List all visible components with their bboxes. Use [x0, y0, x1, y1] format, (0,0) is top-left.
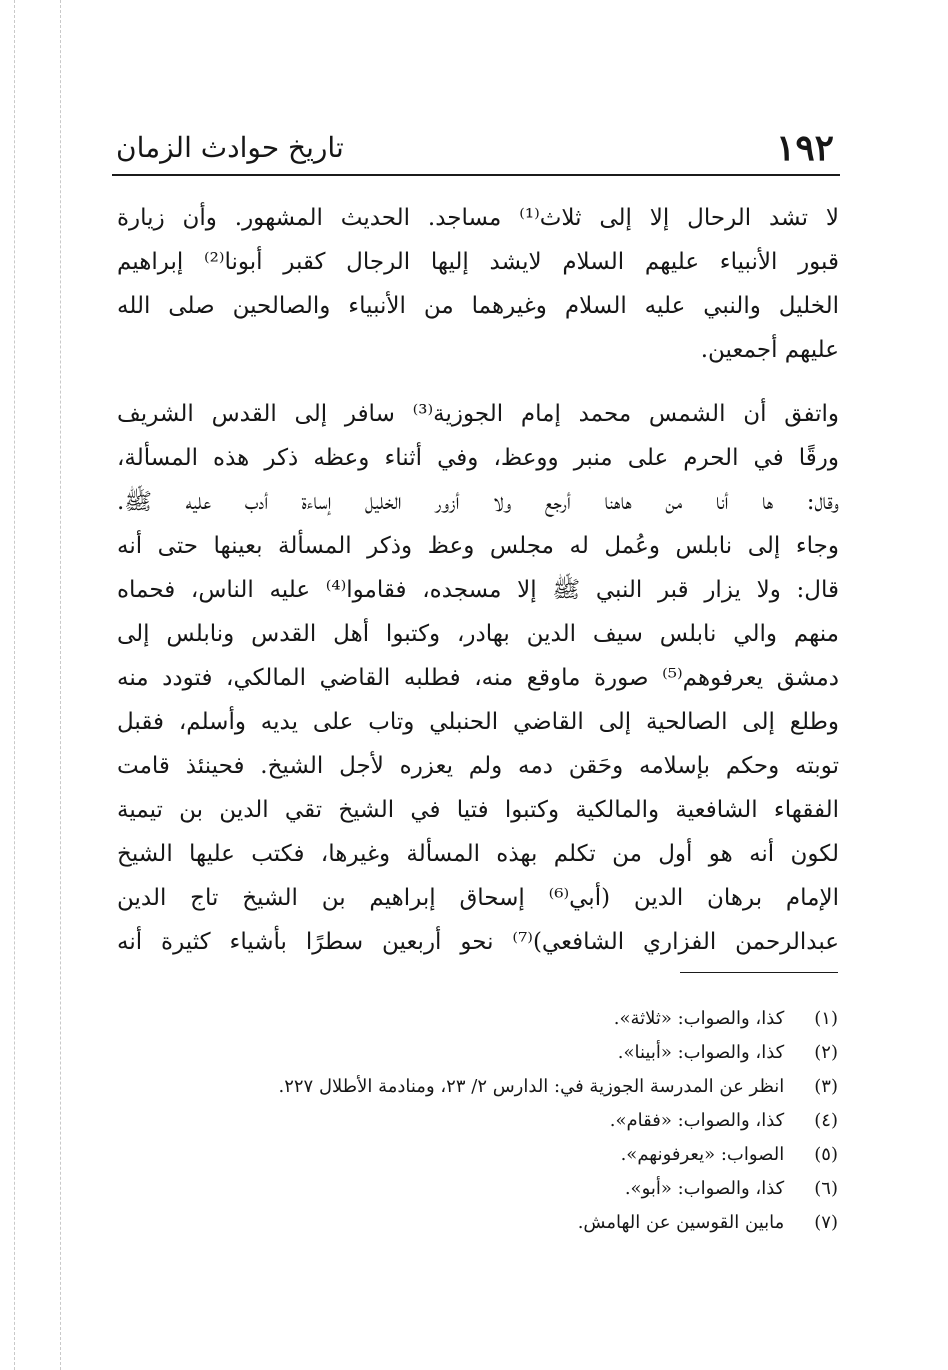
- paragraph-gap: [117, 372, 839, 392]
- footnote-number: (٦): [814, 1178, 838, 1199]
- text-line: الفقهاء الشافعية والمالكية وكتبوا فتيا في الشيخ تقي الدين بن تيمية: [117, 797, 839, 823]
- footnote: [120, 1206, 838, 1240]
- footnote-text: كذا، والصواب: «أبينا».: [617, 1042, 785, 1063]
- text-line: لكون أنه هو أول من تكلم بهذه المسألة وغيرها، فكتب عليها الشيخ: [117, 841, 839, 867]
- page-header: [112, 124, 840, 174]
- footnote-number: (٤): [814, 1110, 838, 1131]
- text-line: الخليل والنبي عليه السلام وغيرهما من الأنبياء والصالحين صلى الله: [117, 293, 839, 319]
- footnotes: [120, 1002, 838, 1240]
- scan-margin-line: [60, 0, 61, 1370]
- text-line: ورقًا في الحرم على منبر ووعظ، وفي أثناء وعظه ذكر هذه المسألة،: [117, 445, 839, 471]
- footnote-separator: [680, 972, 838, 973]
- running-title: تاريخ حوادث الزمان: [116, 131, 344, 164]
- footnote-text: كذا، والصواب: «أبو».: [624, 1178, 785, 1199]
- text-line: وجاء إلى نابلس وعُمل له مجلس وعظ وذكر المسألة بعينها حتى أنه: [117, 533, 839, 559]
- scan-margin-line: [14, 0, 15, 1370]
- footnote: [120, 1070, 838, 1104]
- header-rule: [112, 174, 840, 176]
- text-line: قبور الأنبياء عليهم السلام لايشد إليها الرجال كقبر أبونا⁽²⁾ إبراهيم: [117, 249, 839, 275]
- text-line: وطلع إلى الصالحية إلى القاضي الحنبلي وتاب على يديه وأسلم، فقبل: [117, 709, 839, 735]
- footnote-text: كذا، والصواب: «ثلاثة».: [613, 1008, 785, 1029]
- footnote-number: (٣): [814, 1076, 838, 1097]
- footnote-number: (٧): [814, 1212, 838, 1233]
- text-line: واتفق أن الشمس محمد إمام الجوزية⁽³⁾ سافر إلى القدس الشريف: [117, 401, 839, 427]
- footnote-text: كذا، والصواب: «فقام».: [609, 1110, 785, 1131]
- footnote-text: انظر عن المدرسة الجوزية في: الدارس ٢/ ٢٣، ومنادمة الأطلال ٢٢٧.: [278, 1076, 785, 1097]
- text-line: قال: ولا يزار قبر النبي ﷺ إلا مسجده، فقاموا⁽⁴⁾ عليه الناس، فحماه: [117, 577, 839, 603]
- text-line: عبدالرحمن الفزاري الشافعي)⁽⁷⁾ نحو أربعين سطرًا بأشياء كثيرة أنه: [117, 929, 839, 955]
- text-line: دمشق يعرفوهم⁽⁵⁾ صورة ماوقع منه، فطلبه القاضي المالكي، فتودد منه: [117, 665, 839, 691]
- page-number: ١٩٢: [775, 127, 834, 169]
- footnote: [120, 1104, 838, 1138]
- text-line: عليهم أجمعين.: [700, 337, 839, 363]
- footnote-text: مابين القوسين عن الهامش.: [577, 1212, 785, 1233]
- footnote: [120, 1172, 838, 1206]
- text-line: منهم والي نابلس سيف الدين بهادر، وكتبوا أهل القدس ونابلس إلى: [117, 621, 839, 647]
- footnote-number: (١): [814, 1008, 838, 1029]
- footnote: [120, 1138, 838, 1172]
- text-line: وقال: ها أنا من هاهنا أرجع ولا أزور الخليل إساءة أدب عليه ﷺ.: [117, 489, 839, 515]
- text-line: الإمام برهان الدين (أبي⁽⁶⁾ إسحاق إبراهيم بن الشيخ تاج الدين: [117, 885, 839, 911]
- footnote-number: (٢): [814, 1042, 838, 1063]
- text-line: لا تشد الرحال إلا إلى ثلاث⁽¹⁾ مساجد. الحديث المشهور. وأن زيارة: [117, 205, 839, 231]
- footnote: [120, 1002, 838, 1036]
- footnote-number: (٥): [814, 1144, 838, 1165]
- text-line: توبته وحكم بإسلامه وحَقن دمه ولم يعزره لأجل الشيخ. فحينئذ قامت: [117, 753, 839, 779]
- body-text: [117, 196, 839, 964]
- footnote: [120, 1036, 838, 1070]
- footnote-text: الصواب: «يعرفونهم».: [620, 1144, 785, 1165]
